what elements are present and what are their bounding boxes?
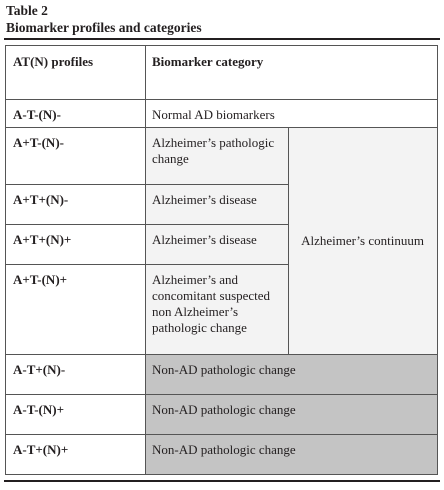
row-divider: [6, 99, 437, 100]
row-2-profile: A+T-(N)-: [13, 135, 64, 150]
continuum-divider: [288, 127, 289, 354]
table-number: Table 2: [6, 3, 48, 18]
row-5-category: Alzheimer’s and concomitant suspected non Alzheimer’s pathologic change: [145, 264, 288, 354]
row-2-category: Alzheimer’s pathologic change: [145, 127, 288, 184]
row-7-profile: A-T-(N)+: [13, 402, 64, 417]
row-divider: [6, 394, 437, 395]
row-4-profile: A+T+(N)+: [13, 232, 72, 247]
row-4-category: Alzheimer’s disease: [145, 224, 288, 264]
row-1-profile: A-T-(N)-: [13, 107, 61, 122]
continuum-group-cell: [288, 127, 437, 354]
row-divider: [6, 354, 437, 355]
row-divider: [6, 434, 437, 435]
biomarker-table: [5, 45, 438, 475]
row-6-category: Non-AD pathologic change: [145, 354, 437, 394]
row-8-category: Non-AD pathologic change: [145, 434, 437, 474]
column-divider: [145, 46, 146, 474]
continuum-label: Alzheimer’s continuum: [301, 232, 424, 248]
row-divider: [6, 127, 437, 128]
row-6-profile: A-T+(N)-: [13, 362, 66, 377]
row-7-category: Non-AD pathologic change: [145, 394, 437, 434]
header-profiles: AT(N) profiles: [13, 54, 94, 69]
row-divider: [6, 264, 288, 265]
row-divider: [6, 184, 288, 185]
row-3-category: Alzheimer’s disease: [145, 184, 288, 224]
row-8-profile: A-T+(N)+: [13, 442, 69, 457]
row-1-category: Normal AD biomarkers: [152, 107, 275, 122]
bottom-rule: [4, 480, 440, 482]
row-3-profile: A+T+(N)-: [13, 192, 69, 207]
row-5-profile: A+T-(N)+: [13, 272, 68, 287]
row-divider: [6, 224, 288, 225]
table-title: Biomarker profiles and categories: [6, 20, 202, 35]
header-category: Biomarker category: [152, 54, 264, 69]
table-caption: [6, 2, 202, 36]
top-rule: [4, 38, 440, 40]
